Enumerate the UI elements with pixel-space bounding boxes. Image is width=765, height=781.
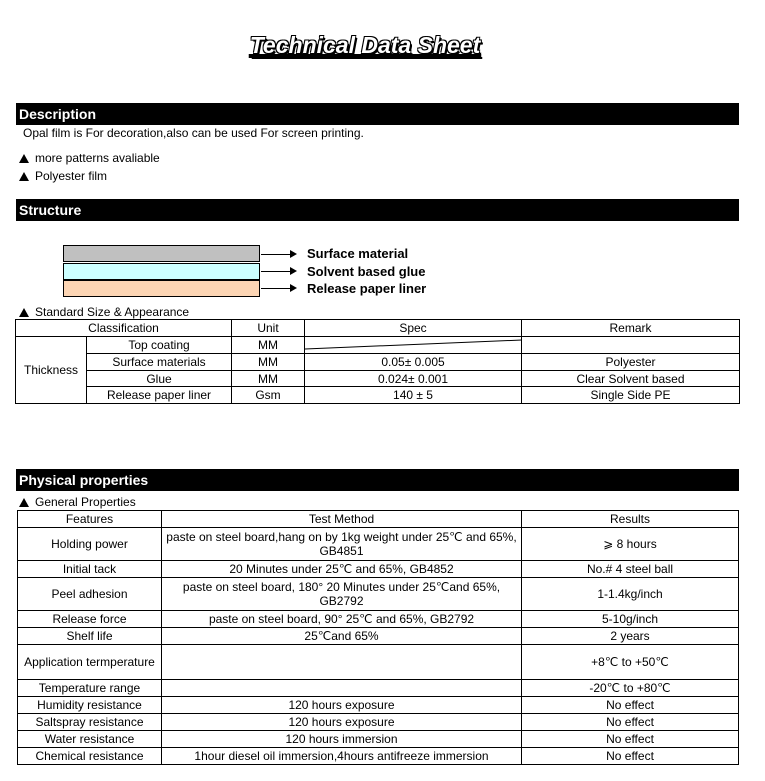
row-method: paste on steel board, 180° 20 Minutes under 25℃and 65%, GB2792 <box>162 578 522 611</box>
table-row <box>16 354 740 371</box>
table-row <box>18 578 739 611</box>
table-row <box>16 387 740 404</box>
row-remark <box>522 337 740 354</box>
row-method: paste on steel board,hang on by 1kg weight under 25℃ and 65%, GB4851 <box>162 528 522 561</box>
row-spec: 140 ± 5 <box>305 387 522 404</box>
header-unit: Unit <box>232 320 305 337</box>
row-unit: MM <box>232 354 305 371</box>
arrow-icon <box>261 254 291 255</box>
row-feature: Saltspray resistance <box>18 714 162 731</box>
header-remark: Remark <box>522 320 740 337</box>
row-result: No effect <box>522 748 739 765</box>
row-result: 2 years <box>522 628 739 645</box>
row-feature: Chemical resistance <box>18 748 162 765</box>
row-method: 120 hours exposure <box>162 697 522 714</box>
table-caption: General Properties <box>19 495 136 509</box>
row-spec: 0.024± 0.001 <box>305 371 522 387</box>
row-unit: MM <box>232 337 305 354</box>
table-row <box>18 528 739 561</box>
row-remark: Polyester <box>522 354 740 371</box>
physical-properties-header: Physical properties <box>16 469 739 491</box>
row-method: paste on steel board, 90° 25℃ and 65%, GB2792 <box>162 611 522 628</box>
row-result: -20℃ to +80℃ <box>522 680 739 697</box>
structure-header: Structure <box>16 199 739 221</box>
row-feature: Temperature range <box>18 680 162 697</box>
row-method: 25℃and 65% <box>162 628 522 645</box>
arrow-icon <box>261 288 291 289</box>
layer-label: Release paper liner <box>307 281 427 296</box>
table-row <box>18 628 739 645</box>
row-feature: Initial tack <box>18 561 162 578</box>
table-row <box>18 680 739 697</box>
row-result: 1-1.4kg/inch <box>522 578 739 611</box>
triangle-bullet-icon <box>19 498 29 507</box>
row-method <box>162 680 522 697</box>
header-test-method: Test Method <box>162 511 522 528</box>
row-remark: Clear Solvent based <box>522 371 740 387</box>
row-feature: Water resistance <box>18 731 162 748</box>
table-row <box>18 714 739 731</box>
description-header: Description <box>16 103 739 125</box>
row-method: 20 Minutes under 25℃ and 65%, GB4852 <box>162 561 522 578</box>
row-result: No effect <box>522 731 739 748</box>
table-caption: Standard Size & Appearance <box>19 305 189 319</box>
table-row <box>18 561 739 578</box>
table-row <box>18 697 739 714</box>
row-spec: 0.05± 0.005 <box>305 354 522 371</box>
bullet-item: more patterns avaliable <box>19 151 160 165</box>
table-row <box>16 337 740 354</box>
row-remark: Single Side PE <box>522 387 740 404</box>
table-row <box>16 371 740 387</box>
row-feature: Peel adhesion <box>18 578 162 611</box>
table-header-row <box>16 320 740 337</box>
table-row <box>18 611 739 628</box>
properties-table <box>17 510 739 765</box>
header-results: Results <box>522 511 739 528</box>
row-feature: Shelf life <box>18 628 162 645</box>
row-method <box>162 645 522 680</box>
row-unit: Gsm <box>232 387 305 404</box>
layer-label: Surface material <box>307 246 409 261</box>
row-method: 120 hours exposure <box>162 714 522 731</box>
row-feature: Holding power <box>18 528 162 561</box>
row-result: ⩾ 8 hours <box>522 528 739 561</box>
row-result: No.# 4 steel ball <box>522 561 739 578</box>
row-result: No effect <box>522 697 739 714</box>
row-unit: MM <box>232 371 305 387</box>
description-text: Opal film is For decoration,also can be used For screen printing. <box>23 126 364 140</box>
row-item: Top coating <box>87 337 232 354</box>
row-feature: Application termperature <box>18 645 162 680</box>
triangle-bullet-icon <box>19 172 29 181</box>
diagonal-line <box>305 337 522 353</box>
row-item: Release paper liner <box>87 387 232 404</box>
table-row <box>18 731 739 748</box>
table-row <box>18 748 739 765</box>
layer-surface-material <box>63 245 260 262</box>
row-method: 1hour diesel oil immersion,4hours antifreeze immersion <box>162 748 522 765</box>
row-item: Surface materials <box>87 354 232 371</box>
header-classification: Classification <box>16 320 232 337</box>
layer-release-liner <box>63 280 260 297</box>
header-spec: Spec <box>305 320 522 337</box>
table-header-row <box>18 511 739 528</box>
bullet-item: Polyester film <box>19 169 107 183</box>
table-row <box>18 645 739 680</box>
row-spec <box>305 337 522 354</box>
row-result: 5-10g/inch <box>522 611 739 628</box>
arrow-icon <box>261 271 291 272</box>
thickness-label: Thickness <box>16 337 87 404</box>
header-features: Features <box>18 511 162 528</box>
row-result: No effect <box>522 714 739 731</box>
row-feature: Release force <box>18 611 162 628</box>
row-result: +8℃ to +50℃ <box>522 645 739 680</box>
page-title: Technical Data Sheet <box>249 32 481 58</box>
row-feature: Humidity resistance <box>18 697 162 714</box>
row-method: 120 hours immersion <box>162 731 522 748</box>
layer-label: Solvent based glue <box>307 264 426 279</box>
size-table <box>15 319 740 404</box>
row-item: Glue <box>87 371 232 387</box>
layer-solvent-glue <box>63 263 260 280</box>
triangle-bullet-icon <box>19 154 29 163</box>
triangle-bullet-icon <box>19 308 29 317</box>
